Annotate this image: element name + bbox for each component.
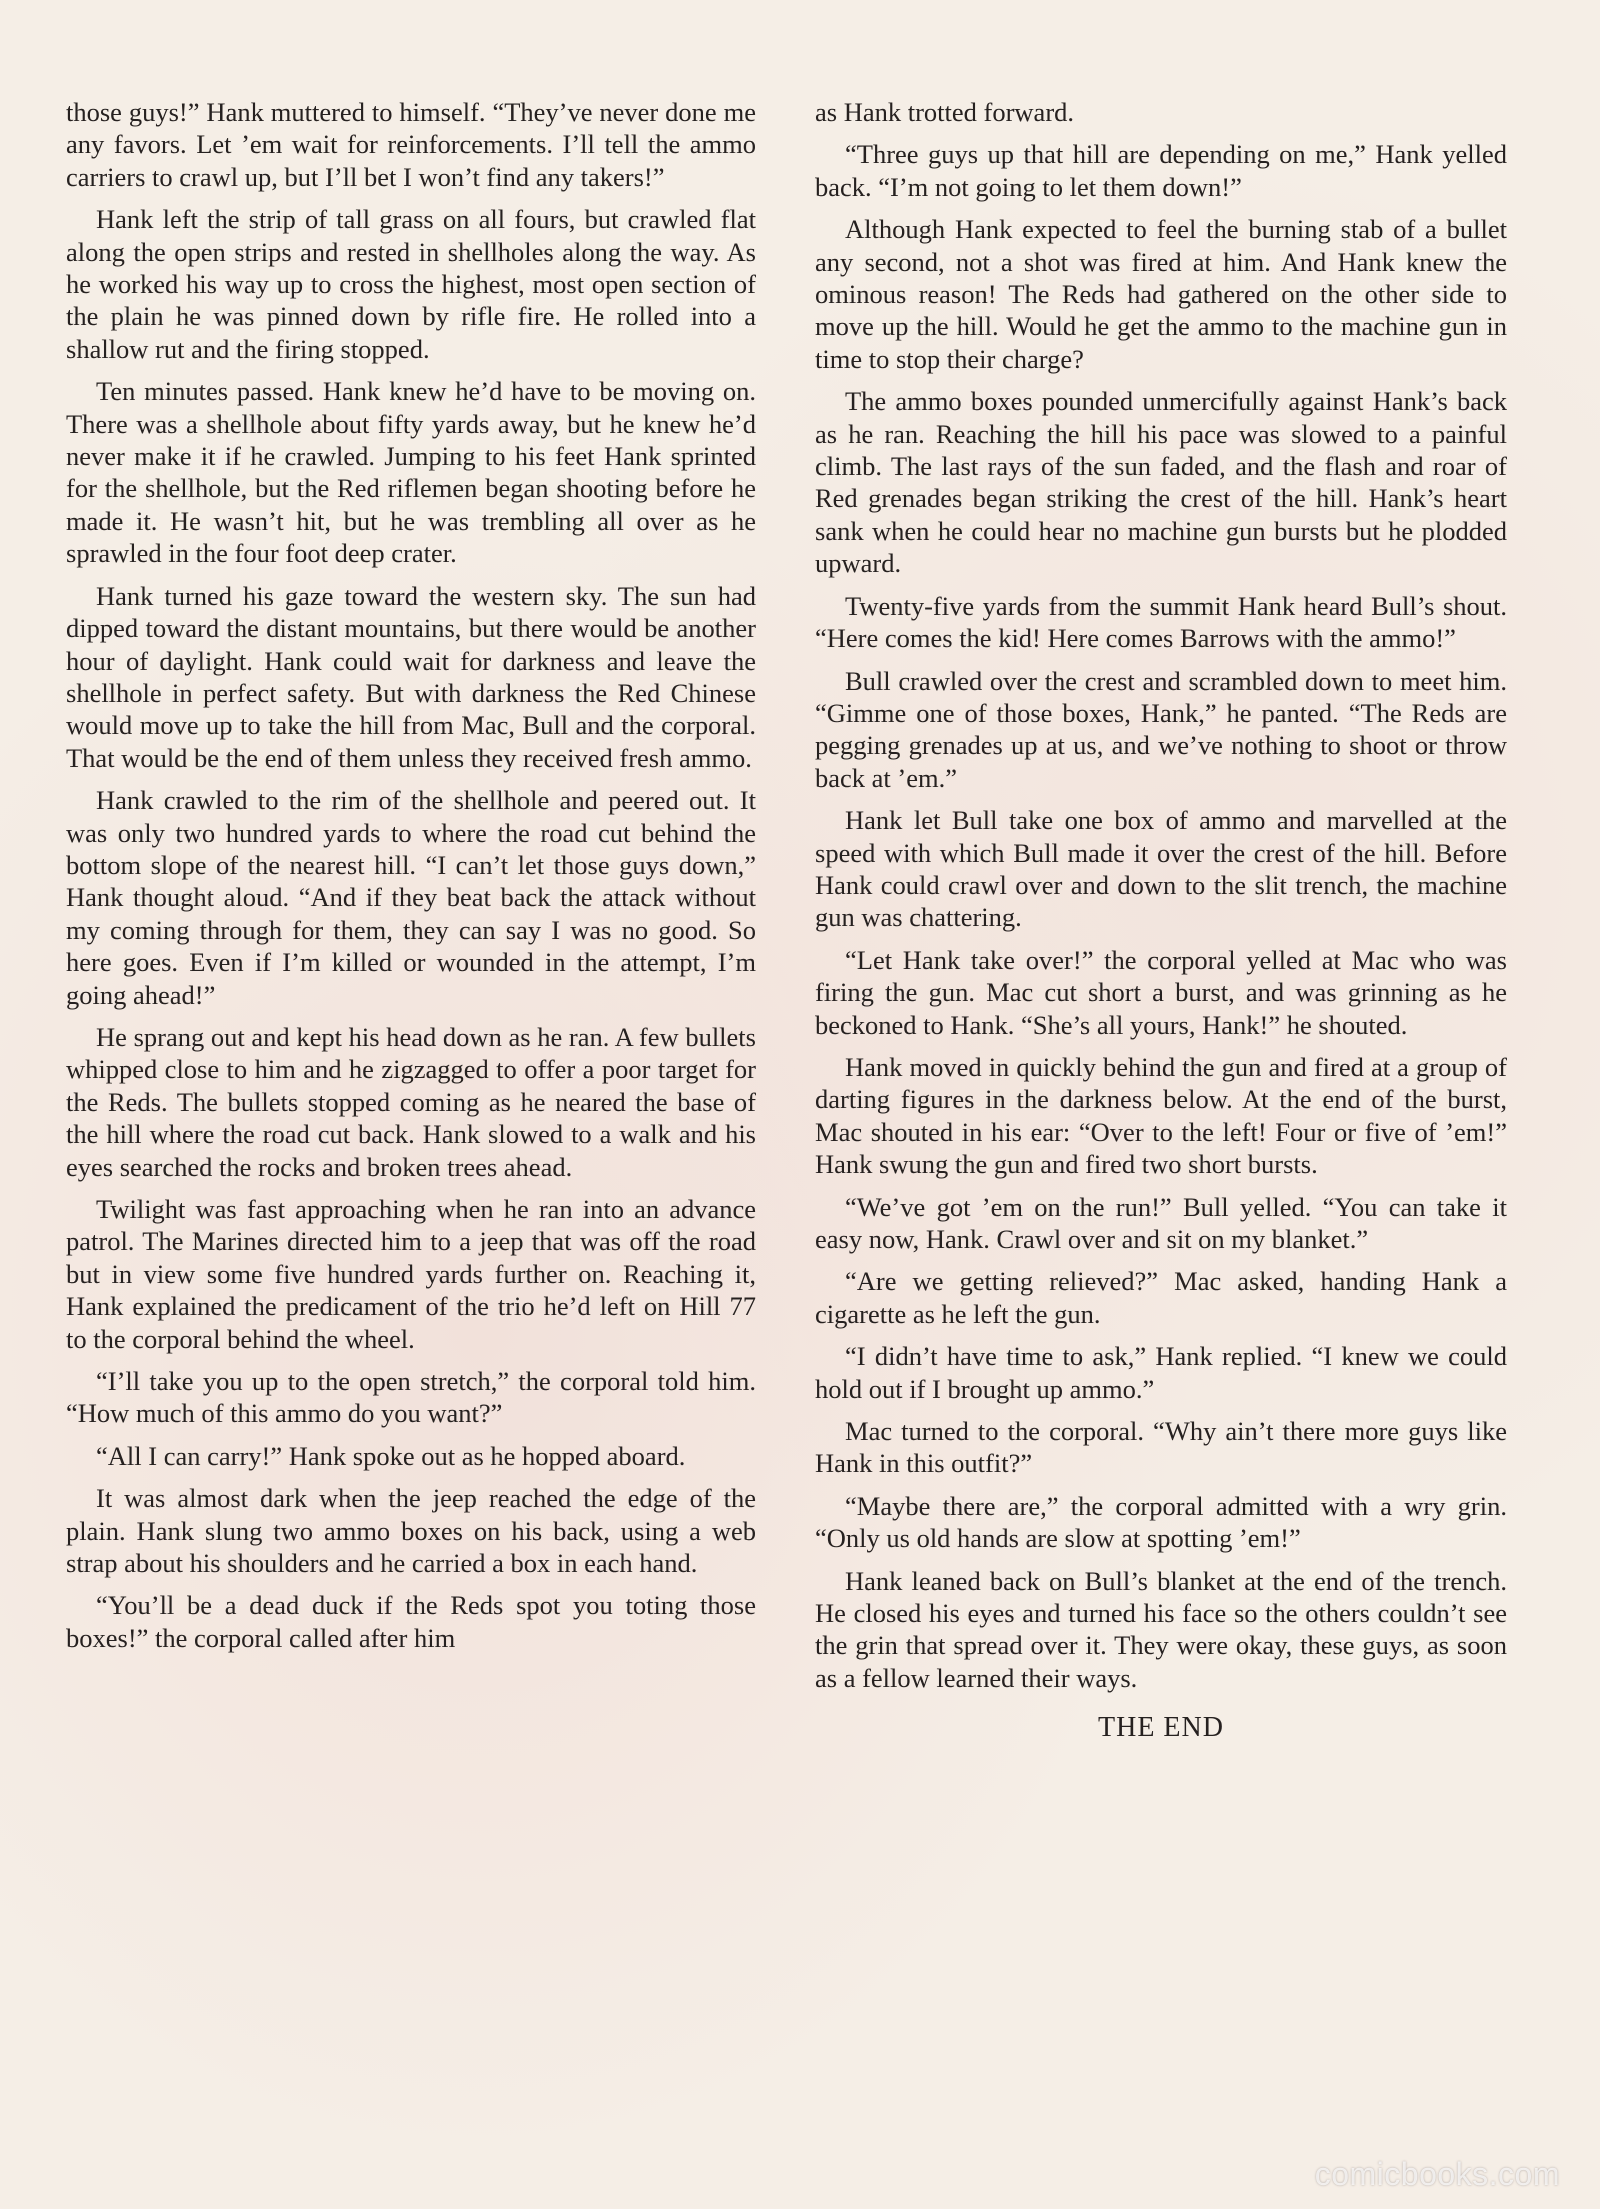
paragraph: Although Hank expected to feel the burning stab of a bullet any second, not a shot was fired at him. And Hank knew the ominous reason! The Reds had gathered on the other side to move up the hill. Would he get the ammo to the machine gun in time to stop their charge?: [815, 214, 1507, 374]
paragraph: Twenty-five yards from the summit Hank heard Bull’s shout. “Here comes the kid! Here comes Barrows with the ammo!”: [815, 590, 1507, 654]
paragraph: “We’ve got ’em on the run!” Bull yelled. “You can take it easy now, Hank. Crawl over and sit on my blanket.”: [815, 1191, 1507, 1254]
paragraph: “All I can carry!” Hank spoke out as he hopped aboard.: [96, 1440, 686, 1471]
paragraph: Hank leaned back on Bull’s blanket at the end of the trench. He closed his eyes and turned his face so the others couldn’t see the grin that spread over it. They were okay, these guys, as soon as a fellow learned their ways.: [815, 1565, 1507, 1693]
paragraph: “Are we getting relieved?” Mac asked, handing Hank a cigarette as he left the gun.: [815, 1266, 1507, 1329]
paragraph: Hank turned his gaze toward the western sky. The sun had dipped toward the distant mountains, but there would be another hour of daylight. Hank could wait for darkness and leave the shellhole in perfect safety. But with darkness the Red Chinese would move up to take the hill from Mac, Bull and the corporal. That would be the end of them unless they received fresh ammo.: [66, 580, 756, 773]
paragraph: “I’ll take you up to the open stretch,” the corporal told him. “How much of this ammo do you want?”: [66, 1366, 756, 1429]
paragraph: “Let Hank take over!” the corporal yelled at Mac who was firing the gun. Mac cut short a burst, and was grinning as he beckoned to Hank. “She’s all yours, Hank!” he shouted.: [815, 944, 1507, 1040]
paragraph: Mac turned to the corporal. “Why ain’t there more guys like Hank in this outfit?”: [815, 1416, 1507, 1479]
paragraph: Ten minutes passed. Hank knew he’d have to be moving on. There was a shellhole about fifty yards away, but he knew he’d never make it if he crawled. Jumping to his feet Hank sprinted for the shellhole, but the Red riflemen began shooting before he made it. He wasn’t hit, but he was trembling all over as he sprawled in the four foot deep crater.: [66, 376, 756, 569]
paragraph: Hank let Bull take one box of ammo and marvelled at the speed with which Bull made it over the crest of the hill. Before Hank could crawl over and down to the slit trench, the machine gun was chattering.: [815, 805, 1507, 933]
paragraph: Twilight was fast approaching when he ran into an advance patrol. The Marines directed him to a jeep that was off the road but in view some five hundred yards further on. Reaching it, Hank explained the predicament of the trio he’d left on Hill 77 to the corporal behind the wheel.: [66, 1194, 756, 1354]
paragraph: The ammo boxes pounded unmercifully against Hank’s back as he ran. Reaching the hill his pace was slowed to a painful climb. The last rays of the sun faded, and the flash and roar of Red grenades began striking the crest of the hill. Hank’s heart sank when he could hear no machine gun bursts but he plodded upward.: [815, 386, 1507, 579]
left-column: [66, 96, 756, 1664]
paragraph: “I didn’t have time to ask,” Hank replied. “I knew we could hold out if I brought up ammo.”: [815, 1341, 1507, 1404]
the-end-label: THE END: [1098, 1712, 1224, 1744]
paragraph: It was almost dark when the jeep reached the edge of the plain. Hank slung two ammo boxes on his back, using a web strap about his shoulders and he carried a box in each hand.: [66, 1483, 756, 1579]
paragraph: Hank left the strip of tall grass on all fours, but crawled flat along the open strips and rested in shellholes along the way. As he worked his way up to cross the highest, most open section of the plain he was pinned down by rifle fire. He rolled into a shallow rut and the firing stopped.: [66, 204, 756, 364]
paragraph: Bull crawled over the crest and scrambled down to meet him. “Gimme one of those boxes, Hank,” he panted. “The Reds are pegging grenades up at us, and we’ve nothing to shoot or throw back at ’em.”: [815, 665, 1507, 793]
paragraph: “Maybe there are,” the corporal admitted with a wry grin. “Only us old hands are slow at spotting ’em!”: [815, 1490, 1507, 1554]
paragraph: He sprang out and kept his head down as he ran. A few bullets whipped close to him and he zigzagged to offer a poor target for the Reds. The bullets stopped coming as he neared the base of the hill where the road cut back. Hank slowed to a walk and his eyes searched the rocks and broken trees ahead.: [66, 1021, 756, 1182]
paragraph: those guys!” Hank muttered to himself. “They’ve never done me any favors. Let ’em wait for reinforcements. I’ll tell the ammo carriers to crawl up, but I’ll bet I won’t find any takers!”: [66, 97, 756, 192]
paragraph: Hank moved in quickly behind the gun and fired at a group of darting figures in the darkness below. At the end of the burst, Mac shouted in his ear: “Over to the left! Four or five of ’em!” Hank swung the gun and fired two short bursts.: [815, 1051, 1507, 1180]
paragraph: Hank crawled to the rim of the shellhole and peered out. It was only two hundred yards to where the road cut behind the bottom slope of the nearest hill. “I can’t let those guys down,” Hank thought aloud. “And if they beat back the attack without my coming through for them, they can say I was no good. So here goes. Even if I’m killed or wounded in the attempt, I’m going ahead!”: [66, 785, 756, 1010]
paragraph: as Hank trotted forward.: [815, 97, 1075, 127]
site-watermark: comicbooks.com: [1314, 2156, 1560, 2192]
paragraph: “Three guys up that hill are depending on me,” Hank yelled back. “I’m not going to let them down!”: [815, 139, 1507, 202]
right-column: [815, 96, 1507, 1745]
paragraph: “You’ll be a dead duck if the Reds spot you toting those boxes!” the corporal called after him: [66, 1590, 756, 1653]
